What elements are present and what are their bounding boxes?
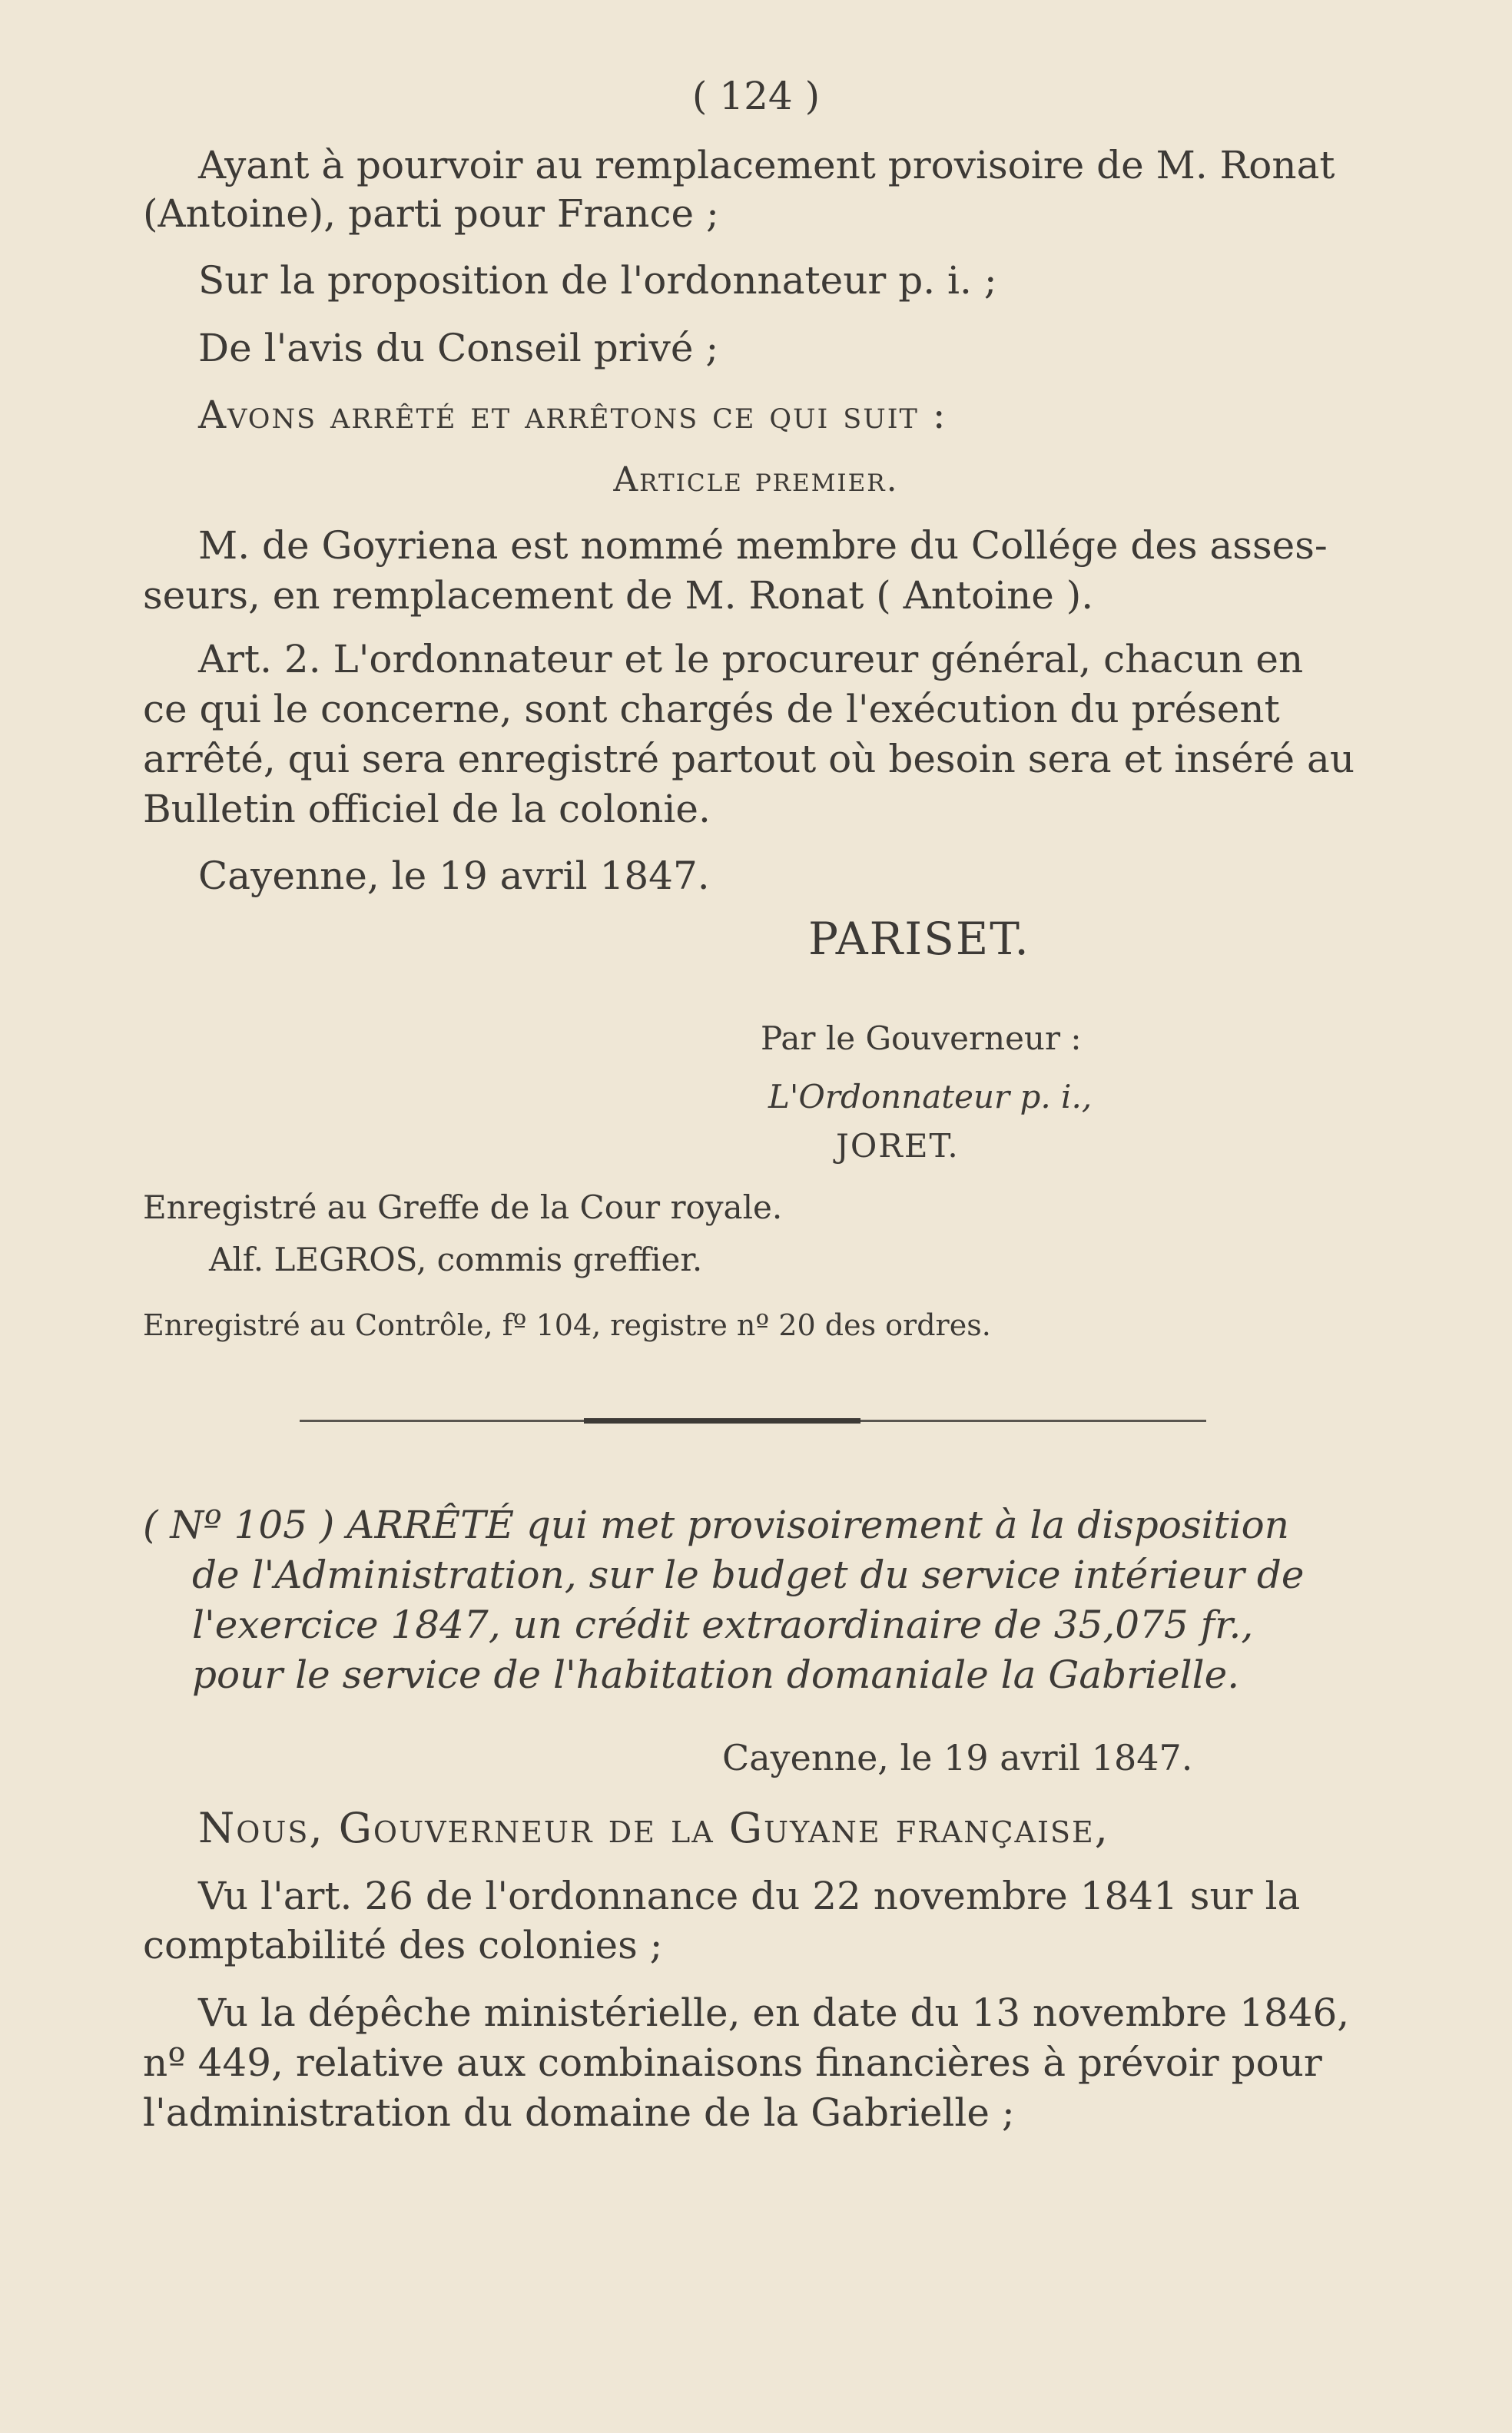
- article-line: ce qui le concerne, sont chargés de l'exécution du présent: [143, 687, 1280, 731]
- decree-line: Vu la dépêche ministérielle, en date du 13 novembre 1846,: [198, 1990, 1350, 2035]
- signature-pariset: PARISET.: [808, 913, 1030, 965]
- paragraph-line: (Antoine), parti pour France ;: [143, 191, 719, 236]
- registry-signature: Alf. LEGROS, commis greffier.: [209, 1241, 703, 1278]
- decree-line: Vu l'art. 26 de l'ordonnance du 22 novembre 1841 sur la: [198, 1874, 1301, 1918]
- section-divider-ornament: [584, 1418, 860, 1424]
- paragraph-line: Sur la proposition de l'ordonnateur p. i. ;: [198, 258, 997, 303]
- registry-line: Enregistré au Contrôle, fº 104, registre nº 20 des ordres.: [143, 1308, 991, 1342]
- page-number: ( 124 ): [691, 74, 821, 118]
- decree-line: nº 449, relative aux combinaisons financières à prévoir pour: [143, 2040, 1322, 2085]
- paragraph-line: De l'avis du Conseil privé ;: [198, 326, 719, 370]
- article-line: M. de Goyriena est nommé membre du Collége des asses-: [198, 523, 1328, 568]
- paragraph-line: Ayant à pourvoir au remplacement provisoire de M. Ronat: [198, 143, 1335, 187]
- decree-line: l'administration du domaine de la Gabrielle ;: [143, 2090, 1015, 2135]
- decree-title-line: de l'Administration, sur le budget du service intérieur de: [192, 1553, 1305, 1597]
- decree-title-line: ( Nº 105 ) ARRÊTÉ qui met provisoirement à la disposition: [143, 1503, 1289, 1547]
- article-line: seurs, en remplacement de M. Ronat ( Antoine ).: [143, 573, 1094, 618]
- decree-line: comptabilité des colonies ;: [143, 1923, 663, 1967]
- article-line: arrêté, qui sera enregistré partout où besoin sera et inséré au: [143, 737, 1355, 781]
- article-line: Art. 2. L'ordonnateur et le procureur général, chacun en: [198, 637, 1304, 681]
- article-heading: Article premier.: [613, 460, 899, 499]
- paragraph-line: Avons arrêté et arrêtons ce qui suit :: [198, 393, 947, 437]
- by-governor: Par le Gouverneur :: [761, 1019, 1082, 1057]
- decree-title-line: l'exercice 1847, un crédit extraordinaire de 35,075 fr.,: [192, 1603, 1254, 1647]
- decree-preamble: Nous, Gouverneur de la Guyane française,: [198, 1804, 1109, 1852]
- article-line: Bulletin officiel de la colonie.: [143, 787, 711, 831]
- decree-date: Cayenne, le 19 avril 1847.: [722, 1737, 1193, 1778]
- registry-line: Enregistré au Greffe de la Cour royale.: [143, 1188, 783, 1226]
- ordonnateur-title: L'Ordonnateur p. i.,: [768, 1078, 1093, 1115]
- signature-joret: JORET.: [836, 1127, 960, 1165]
- date-line: Cayenne, le 19 avril 1847.: [198, 854, 710, 898]
- decree-title-line: pour le service de l'habitation domaniale la Gabrielle.: [192, 1652, 1240, 1697]
